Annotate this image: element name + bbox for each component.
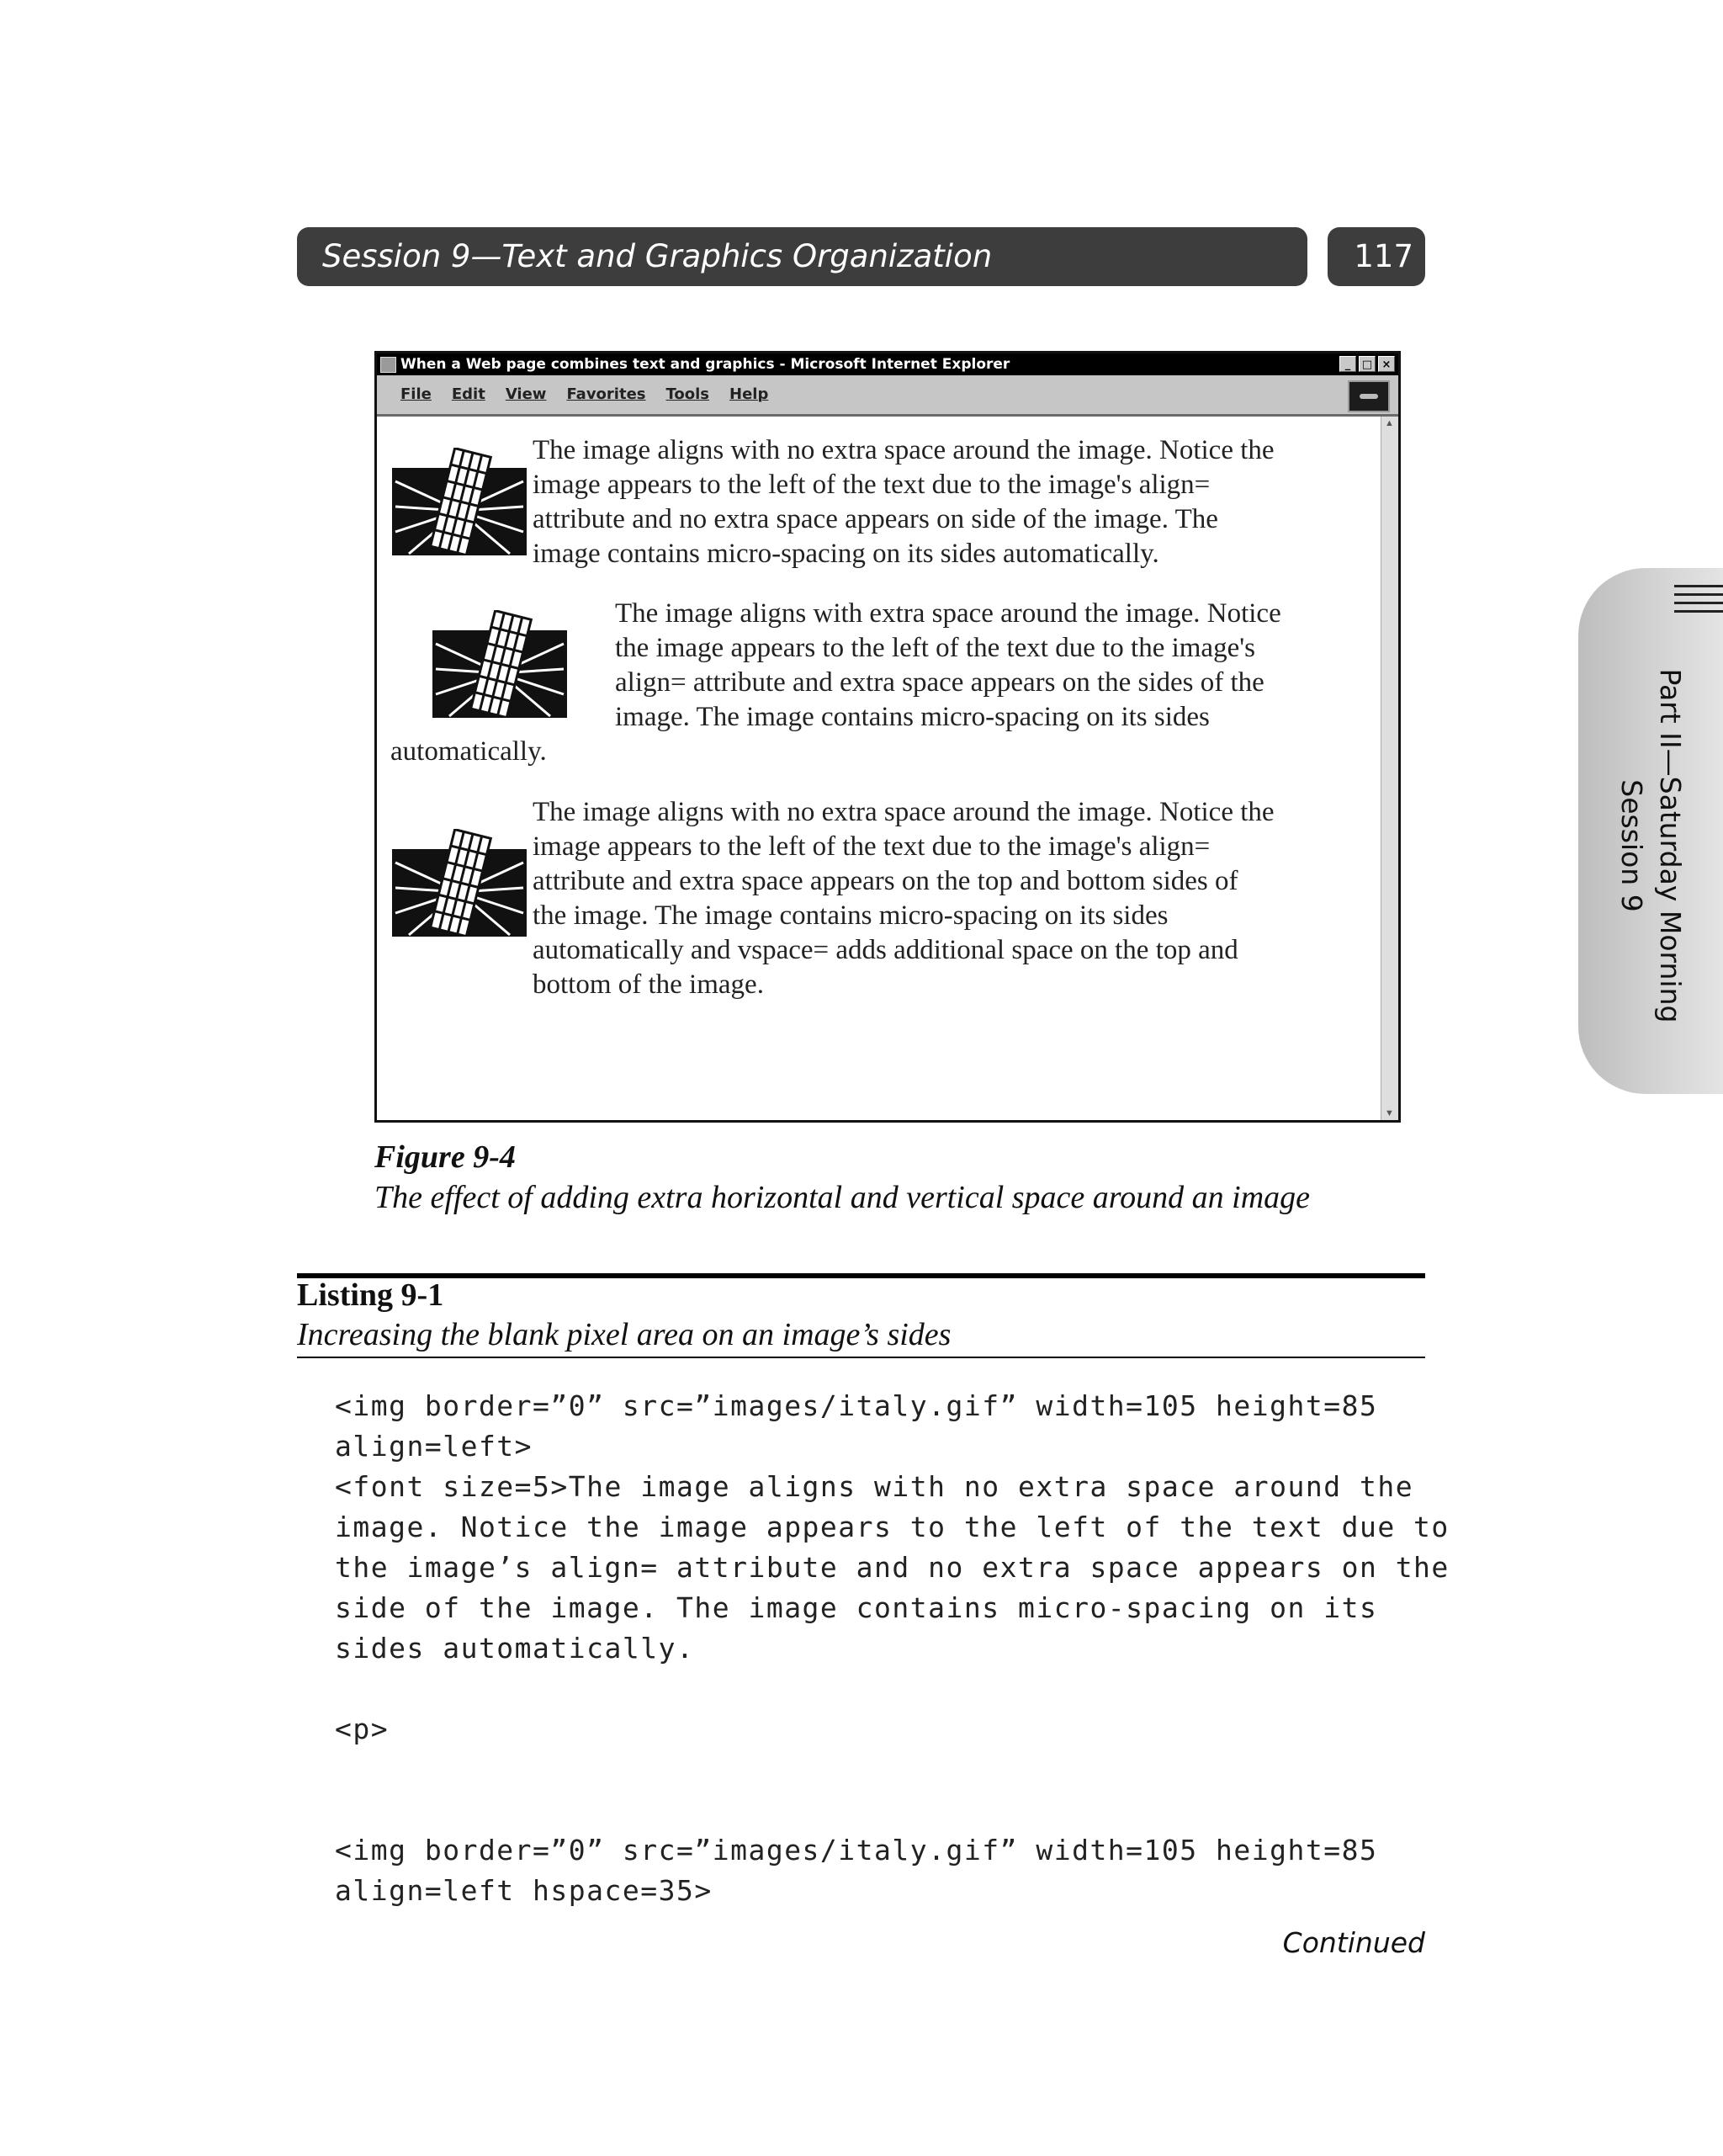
thumb-tab-rules	[1674, 585, 1723, 619]
running-header	[297, 227, 1307, 286]
text-line: The image aligns with extra space around the image. Notice	[615, 598, 1281, 629]
close-button[interactable]: ×	[1378, 356, 1395, 372]
text-line: bottom of the image.	[533, 969, 764, 1000]
figure-label: Figure 9-4	[374, 1139, 516, 1175]
text-line: align= attribute and extra space appears on the sides of the	[615, 667, 1264, 698]
part-thumb-tab	[1578, 568, 1723, 1094]
web-page-content	[377, 417, 1381, 1120]
text-line: attribute and no extra space appears on side of the image. The	[533, 504, 1218, 534]
menu-help[interactable]: Help	[729, 385, 769, 403]
menu-file[interactable]: File	[400, 385, 432, 403]
browser-menu-bar	[377, 375, 1398, 417]
paragraph-1	[533, 433, 1275, 571]
leaning-tower-icon	[432, 610, 567, 718]
text-line: image contains micro-spacing on its sides automatically.	[533, 539, 1159, 569]
vertical-scrollbar[interactable]	[1381, 417, 1398, 1120]
listing-caption: Increasing the blank pixel area on an image’s sides	[297, 1317, 952, 1352]
paragraph-3	[533, 795, 1275, 1002]
text-line: automatically and vspace= adds additional space on the top and	[533, 935, 1238, 965]
text-line: The image aligns with no extra space around the image. Notice the	[533, 435, 1275, 465]
code-listing: <img border=”0” src=”images/italy.gif” width=105 height=85 align=left> <font size=5>The image aligns with no extra space around the image. Notice the image appears to the left of the text due to the image’s align= attribute and no extra space appears on the side of the image. The image contains micro-spacing on its sides automatically. <p> <img border=”0” src=”images/italy.gif” width=105 height=85 align=left hspace=35>	[335, 1389, 1450, 1907]
menu-tools[interactable]: Tools	[665, 385, 710, 403]
text-line: The image aligns with no extra space around the image. Notice the	[533, 797, 1275, 827]
menu-edit[interactable]: Edit	[451, 385, 485, 403]
thumb-tab-part: Part II—Saturday Morning	[1654, 668, 1687, 1023]
thumb-tab-session: Session 9	[1615, 779, 1648, 912]
browser-title-bar	[377, 353, 1398, 375]
figure-caption: The effect of adding extra horizontal and vertical space around an image	[374, 1180, 1311, 1215]
leaning-tower-icon	[392, 448, 527, 555]
page-number: 117	[1328, 227, 1425, 286]
section-title: Session 9—Text and Graphics Organization	[322, 238, 993, 274]
thumb-tab-label	[1612, 669, 1689, 1023]
listing-bottom-rule	[297, 1357, 1425, 1358]
paragraph-2-tail: automatically.	[390, 736, 547, 767]
leaning-tower-icon	[392, 829, 527, 937]
text-line: image appears to the left of the text due to the image's align=	[533, 831, 1211, 862]
menu-view[interactable]: View	[505, 385, 547, 403]
ie-throbber-icon	[1348, 380, 1390, 412]
listing-top-rule	[297, 1273, 1425, 1278]
paragraph-2	[615, 597, 1281, 735]
browser-screenshot	[374, 351, 1401, 1123]
text-line: attribute and extra space appears on the top and bottom sides of	[533, 866, 1238, 896]
text-line: image appears to the left of the text due to the image's align=	[533, 470, 1211, 500]
continued-note: Continued	[1282, 1926, 1425, 1959]
scroll-up-icon[interactable]: ▲	[1385, 418, 1394, 428]
ie-app-icon	[380, 357, 396, 373]
browser-window-title: When a Web page combines text and graphics - Microsoft Internet Explorer	[400, 356, 1010, 373]
text-line: the image. The image contains micro-spacing on its sides	[533, 900, 1169, 931]
menu-favorites[interactable]: Favorites	[566, 385, 646, 403]
scroll-down-icon[interactable]: ▼	[1385, 1108, 1394, 1118]
listing-label: Listing 9-1	[297, 1277, 444, 1313]
text-line: the image appears to the left of the text due to the image's	[615, 633, 1256, 663]
maximize-button[interactable]: □	[1359, 356, 1376, 372]
minimize-button[interactable]: _	[1339, 356, 1356, 372]
text-line: image. The image contains micro-spacing on its sides	[615, 702, 1210, 732]
